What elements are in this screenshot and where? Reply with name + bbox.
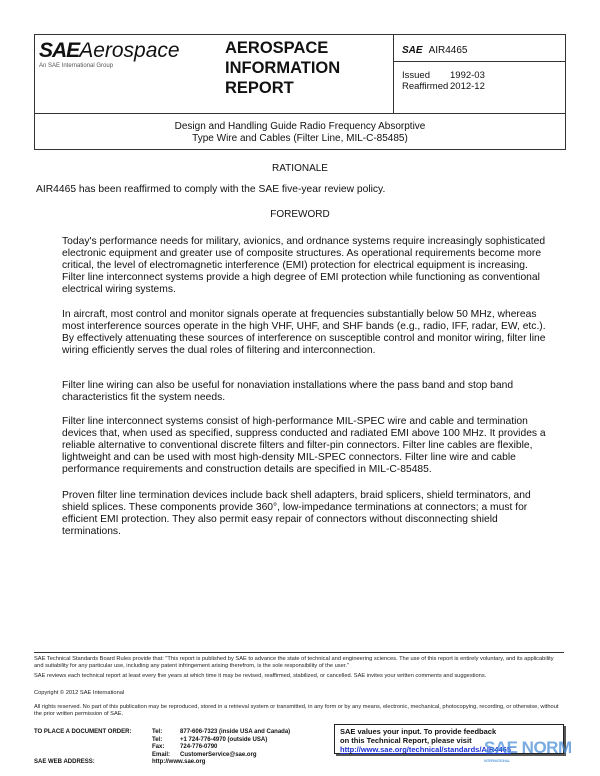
watermark-text: SAE NORM	[484, 738, 572, 757]
title-line: AEROSPACE	[225, 39, 329, 57]
doc-number: AIR4465	[428, 45, 468, 56]
tsb-notice: SAE Technical Standards Board Rules provide that: "This report is published by SAE to advance the state of technical and engineering sciences. The use of this report is entirely voluntary, and its applicability and suitability for any particular use, including any patent infringement arising therefrom, is the sole responsibility of the user."	[34, 656, 554, 669]
title-line: INFORMATION	[225, 59, 341, 77]
document-id-cell	[393, 35, 566, 113]
contact-label: Tel:	[152, 736, 163, 743]
contact-value: +1 724-776-4970 (outside USA)	[180, 736, 268, 743]
report-type-title	[215, 35, 393, 113]
paragraph: Filter line wiring can also be useful for nonaviation installations where the pass band and stop band characteristics fit the system needs.	[62, 380, 514, 403]
order-info	[34, 729, 300, 767]
reaffirmed-label: Reaffirmed	[402, 81, 449, 92]
contact-value: 724-776-0790	[180, 744, 218, 750]
footer-divider	[34, 652, 564, 653]
rationale-heading: RATIONALE	[272, 163, 328, 174]
web-link[interactable]: http://www.sae.org	[152, 759, 206, 765]
rights-notice: All rights reserved. No part of this publication may be reproduced, stored in a retrieval system or transmitted, in any form or by any means, electronic, mechanical, photocopying, recording, or otherwise, without the prior written permission of SAE.	[34, 704, 559, 717]
feedback-text: SAE values your input. To provide feedback	[340, 727, 497, 736]
paragraph: Today's performance needs for military, avionics, and ordnance systems require increasingly sophisticated electronic equipment and greater use of composite structures. As operational requirements become more critical, the level of electromagnetic interference (EMI) protection for electrical equipment is increasing. Filter line interconnect systems provide a high degree of EMI protection while functioning as conventional electrical wiring systems.	[62, 236, 546, 295]
feedback-text: on this Technical Report, please visit	[340, 736, 472, 745]
reaffirmed-value: 2012-12	[450, 81, 485, 92]
sae-small-logo: SAE	[402, 45, 423, 56]
issued-value: 1992-03	[450, 70, 485, 81]
contact-label: Tel:	[152, 729, 163, 735]
review-notice: SAE reviews each technical report at least every five years at which time it may be revised, reaffirmed, stabilized, or cancelled. SAE invites your written comments and suggestions.	[34, 673, 487, 679]
paragraph: Filter line interconnect systems consist of high-performance MIL-SPEC wire and cable and termination devices that, when used as specified, suppress conducted and radiated EMI above 100 MHz. It provides a reliable alternative to conventional discrete filters and filter-pin connectors. Filter line cables are flexible, lightweight and can be used with most high-density MIL-SPEC connectors. Filter line wire and cable performance requirements and construction details are specified in MIL-C-85485.	[62, 416, 546, 475]
feedback-link[interactable]: http://www.sae.org/technical/standards/AIR4465	[340, 745, 512, 754]
doc-title-line: Design and Handling Guide Radio Frequency Absorptive	[174, 121, 426, 132]
issued-row	[394, 70, 566, 81]
reaffirmed-row	[394, 81, 566, 92]
sae-aerospace-logo	[39, 39, 180, 63]
contact-value: 877-606-7323 (inside USA and Canada)	[180, 729, 291, 735]
sae-norm-watermark	[484, 738, 572, 763]
doc-title-line: Type Wire and Cables (Filter Line, MIL-C-85485)	[192, 132, 408, 144]
paragraph: In aircraft, most control and monitor signals operate at frequencies substantially below 50 MHz, whereas most interference sources operate in the high VHF, UHF, and SHF bands (e.g., radio, IFF, radar, EW, etc.). By effectively attenuating these sources of interference on susceptible control and monitor wiring, filter line wiring efficiently serves the dual roles of filtering and interconnection.	[62, 309, 546, 356]
copyright: Copyright © 2012 SAE International	[34, 690, 125, 696]
logo-cell	[35, 35, 215, 113]
issued-label: Issued	[402, 70, 430, 81]
contact-label: Email:	[152, 751, 171, 758]
logo-sae: SAE	[39, 39, 80, 62]
contact-label: Fax:	[152, 744, 165, 750]
watermark-subtext: INTERNATIONAL	[484, 758, 510, 763]
rationale-text: AIR4465 has been reaffirmed to comply with the SAE five-year review policy.	[36, 184, 386, 195]
document-title	[35, 113, 565, 150]
title-line: REPORT	[225, 79, 294, 97]
order-label: TO PLACE A DOCUMENT ORDER:	[34, 729, 132, 735]
header-box	[34, 34, 566, 150]
logo-subtitle: An SAE International Group	[39, 63, 114, 69]
logo-aerospace: Aerospace	[79, 39, 180, 62]
email-link[interactable]: CustomerService@sae.org	[180, 751, 257, 758]
foreword-heading: FOREWORD	[270, 209, 330, 220]
web-label: SAE WEB ADDRESS:	[34, 759, 95, 765]
paragraph: Proven filter line termination devices include back shell adapters, braid splicers, shield terminators, and shield splices. These components provide 360°, low-impedance terminations at connectors; a must for efficient EMI protection. They also permit easy repair of connectors without disconnecting shield terminations.	[62, 490, 531, 537]
